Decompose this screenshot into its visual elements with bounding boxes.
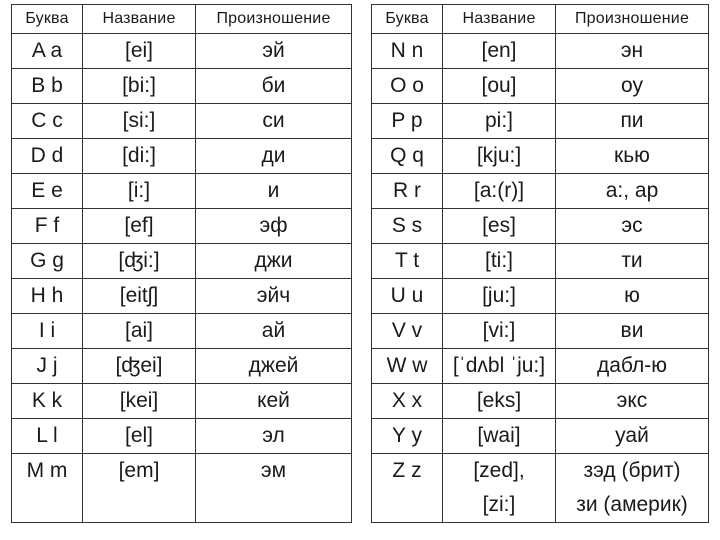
table-row [372,34,709,69]
table-row [12,34,352,69]
letter-cell: A a [12,34,83,69]
table-row [372,419,709,454]
letter-text: Z z [392,459,422,482]
pronunciation-cell: эйч [196,279,352,314]
header-row [12,5,352,34]
name-text: [em] [118,459,160,482]
pronunciation-cell: дабл-ю [556,349,709,384]
letter-cell: N n [372,34,443,69]
letter-cell: S s [372,209,443,244]
name-cell: [ʤi:] [83,244,196,279]
letter-cell: X x [372,384,443,419]
table-row [372,209,709,244]
table-row [372,139,709,174]
table-row [12,209,352,244]
pronunciation-cell [556,454,709,523]
letter-cell: H h [12,279,83,314]
name-cell: [el] [83,419,196,454]
letter-cell: Q q [372,139,443,174]
letter-cell: E e [12,174,83,209]
pronunciation-text-line2: зи (америк) [576,493,688,516]
name-cell: [i:] [83,174,196,209]
table-row [372,279,709,314]
header-pronunciation: Произношение [556,5,709,34]
letter-cell: W w [372,349,443,384]
table-row [12,419,352,454]
letter-cell [372,454,443,523]
header-letter: Буква [372,5,443,34]
pronunciation-text-line1: зэд (брит) [583,459,681,482]
letter-cell: O o [372,69,443,104]
name-cell: [ai] [83,314,196,349]
table-row [12,454,352,523]
letter-cell: L l [12,419,83,454]
name-cell: [ei] [83,34,196,69]
table-row [372,384,709,419]
name-cell: [ʤei] [83,349,196,384]
pronunciation-cell [196,454,352,523]
name-cell: [eitʃ] [83,279,196,314]
name-cell [443,454,556,523]
name-cell: [a:(r)] [443,174,556,209]
table-row [12,314,352,349]
name-cell: [wai] [443,419,556,454]
table-row [12,174,352,209]
pronunciation-cell: эс [556,209,709,244]
name-cell: [eks] [443,384,556,419]
pronunciation-cell: экс [556,384,709,419]
table-row [372,314,709,349]
name-cell: [es] [443,209,556,244]
letter-cell: B b [12,69,83,104]
table-row [372,174,709,209]
name-cell: [ˈdʌbl ˈju:] [443,349,556,384]
name-cell: [ou] [443,69,556,104]
pronunciation-cell: ай [196,314,352,349]
pronunciation-cell: ти [556,244,709,279]
name-cell: pi:] [443,104,556,139]
table-row [12,279,352,314]
pronunciation-cell: би [196,69,352,104]
alphabet-table-left [11,4,352,523]
pronunciation-cell: а:, ар [556,174,709,209]
header-row [372,5,709,34]
table-row [372,454,709,523]
pronunciation-cell: эл [196,419,352,454]
header-name: Название [83,5,196,34]
table-row [372,104,709,139]
letter-cell: Y y [372,419,443,454]
name-text-line2: [zi:] [482,493,516,516]
alphabet-table-right [371,4,709,523]
name-cell: [en] [443,34,556,69]
name-cell: [kju:] [443,139,556,174]
pronunciation-cell: уай [556,419,709,454]
name-cell: [si:] [83,104,196,139]
letter-cell: P p [372,104,443,139]
table-row [12,69,352,104]
table-row [12,244,352,279]
pronunciation-cell: кью [556,139,709,174]
letter-cell: V v [372,314,443,349]
letter-cell: C c [12,104,83,139]
pronunciation-cell: ви [556,314,709,349]
pronunciation-cell: пи [556,104,709,139]
pronunciation-cell: оу [556,69,709,104]
table-row [12,139,352,174]
table-row [372,349,709,384]
letter-cell: U u [372,279,443,314]
letter-cell: D d [12,139,83,174]
letter-cell: J j [12,349,83,384]
letter-text: M m [26,459,68,482]
header-pronunciation: Произношение [196,5,352,34]
name-cell: [di:] [83,139,196,174]
pronunciation-cell: си [196,104,352,139]
table-row [12,384,352,419]
table-row [12,104,352,139]
pronunciation-cell: джи [196,244,352,279]
header-letter: Буква [12,5,83,34]
pronunciation-cell: эн [556,34,709,69]
letter-cell: R r [372,174,443,209]
pronunciation-cell: и [196,174,352,209]
letter-cell: I i [12,314,83,349]
name-cell: [bi:] [83,69,196,104]
table-row [372,244,709,279]
letter-cell: G g [12,244,83,279]
name-cell: [ju:] [443,279,556,314]
table-row [12,349,352,384]
header-name: Название [443,5,556,34]
pronunciation-cell: эф [196,209,352,244]
table-row [372,69,709,104]
letter-cell: K k [12,384,83,419]
name-cell: [ef] [83,209,196,244]
name-cell: [vi:] [443,314,556,349]
pronunciation-cell: эй [196,34,352,69]
pronunciation-cell: джей [196,349,352,384]
pronunciation-cell: ю [556,279,709,314]
name-cell: [kei] [83,384,196,419]
letter-cell: T t [372,244,443,279]
letter-cell [12,454,83,523]
name-cell [83,454,196,523]
pronunciation-text: эм [260,459,287,482]
pronunciation-cell: кей [196,384,352,419]
name-cell: [ti:] [443,244,556,279]
letter-cell: F f [12,209,83,244]
name-text-line1: [zed], [473,459,525,482]
pronunciation-cell: ди [196,139,352,174]
